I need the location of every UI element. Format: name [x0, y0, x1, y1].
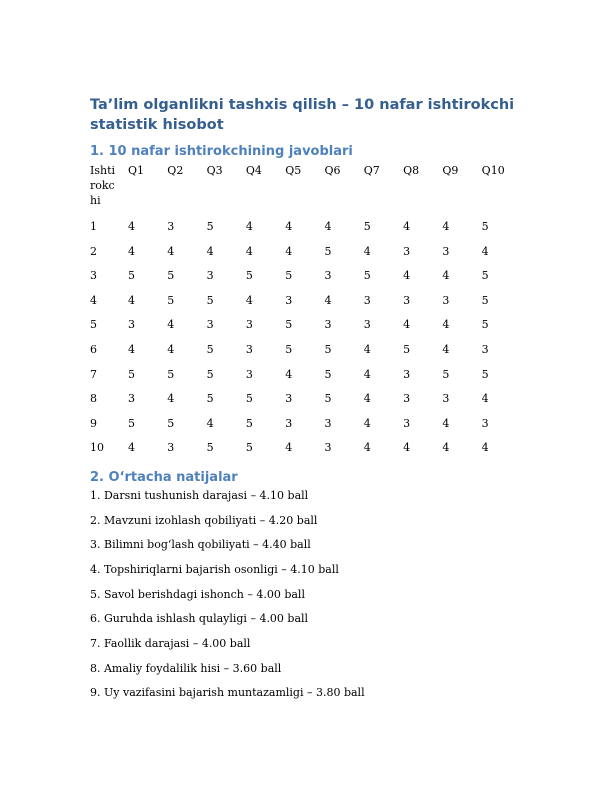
score-cell: 3 — [481, 342, 489, 356]
score-cell: 4 — [285, 441, 293, 455]
score-cell: 3 — [206, 318, 214, 332]
score-cell: 5 — [206, 220, 214, 233]
score-cell: 5 — [206, 392, 214, 406]
score-cell: 3 — [206, 269, 214, 283]
score-cell: 3 — [403, 293, 411, 307]
score-cell: 3 — [128, 392, 135, 406]
score-cell: 4 — [128, 244, 135, 258]
score-cell: 4 — [245, 220, 253, 233]
table-row — [90, 268, 521, 293]
header-q6: Q6 — [324, 164, 341, 177]
participant-id-cell: 3 — [90, 269, 97, 283]
score-cell: 5 — [167, 293, 175, 307]
score-cell: 4 — [285, 244, 293, 258]
table-row — [90, 219, 521, 244]
score-cell: 4 — [167, 342, 175, 356]
score-cell: 5 — [324, 367, 332, 381]
score-cell: 3 — [285, 392, 293, 406]
score-cell: 5 — [245, 416, 253, 430]
score-cell: 4 — [363, 416, 371, 430]
score-cell: 3 — [442, 293, 450, 307]
document-title: Ta’lim olganlikni tashxis qilish – 10 nafar ishtirokchi statistik hisobot — [90, 97, 515, 133]
header-q7: Q7 — [363, 164, 380, 177]
score-cell: 5 — [324, 244, 332, 258]
responses-table — [90, 163, 521, 465]
score-cell: 5 — [481, 367, 489, 381]
score-cell: 5 — [442, 367, 450, 381]
score-cell: 4 — [128, 293, 135, 307]
score-cell: 5 — [481, 293, 489, 307]
score-cell: 4 — [481, 392, 489, 406]
header-q1: Q1 — [128, 164, 145, 177]
table-row — [90, 440, 521, 465]
score-cell: 3 — [481, 416, 489, 430]
header-q10: Q10 — [481, 164, 505, 177]
score-cell: 4 — [363, 392, 371, 406]
score-cell: 5 — [167, 367, 175, 381]
score-cell: 4 — [442, 220, 450, 233]
score-cell: 3 — [245, 367, 253, 381]
header-q3: Q3 — [206, 164, 223, 177]
score-cell: 4 — [206, 244, 214, 258]
score-cell: 3 — [324, 269, 332, 283]
score-cell: 4 — [403, 220, 411, 233]
document-page — [90, 95, 530, 711]
score-cell: 3 — [403, 392, 411, 406]
score-cell: 4 — [206, 416, 214, 430]
score-cell: 5 — [245, 269, 253, 283]
score-cell: 4 — [403, 441, 411, 455]
table-row — [90, 391, 521, 416]
participant-id-cell: 10 — [90, 441, 104, 455]
score-cell: 4 — [481, 244, 489, 258]
score-cell: 5 — [245, 441, 253, 455]
participant-id-cell: 4 — [90, 293, 97, 307]
score-cell: 4 — [128, 220, 135, 233]
score-cell: 4 — [363, 244, 371, 258]
score-cell: 4 — [167, 318, 175, 332]
score-cell: 5 — [206, 441, 214, 455]
score-cell: 4 — [442, 318, 450, 332]
score-cell: 5 — [206, 293, 214, 307]
score-cell: 5 — [128, 269, 135, 283]
participant-id-cell: 2 — [90, 244, 97, 258]
section-1-heading: 1. 10 nafar ishtirokchining javoblari — [90, 144, 353, 159]
score-cell: 3 — [363, 318, 371, 332]
score-cell: 3 — [363, 293, 371, 307]
list-item: 1. Darsni tushunish darajasi – 4.10 ball — [90, 488, 309, 502]
score-cell: 5 — [481, 318, 489, 332]
score-cell: 3 — [324, 318, 332, 332]
table-header-row — [90, 163, 521, 219]
score-cell: 5 — [481, 220, 489, 233]
score-cell: 3 — [128, 318, 135, 332]
header-q9: Q9 — [442, 164, 459, 177]
score-cell: 4 — [442, 269, 450, 283]
table-row — [90, 244, 521, 269]
score-cell: 5 — [206, 342, 214, 356]
score-cell: 5 — [324, 392, 332, 406]
score-cell: 5 — [128, 416, 135, 430]
header-participant: Ishti rokc hi — [90, 164, 116, 207]
score-cell: 3 — [403, 244, 411, 258]
score-cell: 5 — [285, 342, 293, 356]
score-cell: 3 — [403, 416, 411, 430]
participant-id-cell: 5 — [90, 318, 97, 332]
list-item: 7. Faollik darajasi – 4.00 ball — [90, 637, 251, 651]
participant-id-cell: 9 — [90, 416, 97, 430]
score-cell: 4 — [403, 318, 411, 332]
score-cell: 4 — [442, 342, 450, 356]
list-item: 9. Uy vazifasini bajarish muntazamligi – 3.80 ball — [90, 686, 365, 700]
score-cell: 5 — [285, 318, 293, 332]
score-cell: 3 — [285, 416, 293, 430]
score-cell: 5 — [206, 367, 214, 381]
score-cell: 5 — [481, 269, 489, 283]
table-row — [90, 416, 521, 441]
score-cell: 5 — [167, 269, 175, 283]
score-cell: 3 — [245, 342, 253, 356]
participant-id-cell: 8 — [90, 392, 97, 406]
score-cell: 4 — [363, 367, 371, 381]
score-cell: 5 — [363, 220, 371, 233]
score-cell: 4 — [403, 269, 411, 283]
header-q2: Q2 — [167, 164, 184, 177]
score-cell: 5 — [324, 342, 332, 356]
score-cell: 4 — [128, 342, 135, 356]
score-cell: 3 — [167, 441, 175, 455]
header-q5: Q5 — [285, 164, 302, 177]
table-row — [90, 317, 521, 342]
score-cell: 5 — [128, 367, 135, 381]
list-item: 2. Mavzuni izohlash qobiliyati – 4.20 ball — [90, 513, 318, 527]
score-cell: 3 — [245, 318, 253, 332]
score-cell: 5 — [167, 416, 175, 430]
score-cell: 5 — [403, 342, 411, 356]
score-cell: 3 — [442, 244, 450, 258]
list-item: 3. Bilimni bog‘lash qobiliyati – 4.40 ball — [90, 538, 311, 552]
score-cell: 4 — [442, 441, 450, 455]
list-item: 8. Amaliy foydalilik hisi – 3.60 ball — [90, 661, 282, 675]
score-cell: 4 — [285, 220, 293, 233]
list-item: 6. Guruhda ishlash qulayligi – 4.00 ball — [90, 612, 309, 626]
score-cell: 5 — [245, 392, 253, 406]
list-item: 5. Savol berishdagi ishonch – 4.00 ball — [90, 587, 305, 601]
score-cell: 3 — [285, 293, 293, 307]
score-cell: 4 — [324, 293, 332, 307]
score-cell: 4 — [285, 367, 293, 381]
participant-id-cell: 6 — [90, 342, 97, 356]
score-cell: 4 — [167, 392, 175, 406]
section-2-heading: 2. O‘rtacha natijalar — [90, 469, 238, 485]
score-cell: 4 — [363, 342, 371, 356]
score-cell: 4 — [442, 416, 450, 430]
score-cell: 3 — [167, 220, 175, 233]
table-row — [90, 293, 521, 318]
score-cell: 4 — [324, 220, 332, 233]
table-row — [90, 367, 521, 392]
averages-list — [90, 489, 530, 701]
score-cell: 4 — [128, 441, 135, 455]
score-cell: 3 — [324, 416, 332, 430]
score-cell: 4 — [167, 244, 175, 258]
score-cell: 5 — [285, 269, 293, 283]
score-cell: 4 — [363, 441, 371, 455]
header-q8: Q8 — [403, 164, 420, 177]
score-cell: 3 — [442, 392, 450, 406]
score-cell: 4 — [245, 244, 253, 258]
score-cell: 3 — [324, 441, 332, 455]
list-item: 4. Topshiriqlarni bajarish osonligi – 4.10 ball — [90, 563, 339, 576]
score-cell: 3 — [403, 367, 411, 381]
participant-id-cell: 1 — [90, 220, 97, 233]
table-row — [90, 342, 521, 367]
score-cell: 4 — [245, 293, 253, 307]
score-cell: 5 — [363, 269, 371, 283]
header-q4: Q4 — [245, 164, 262, 177]
score-cell: 4 — [481, 441, 489, 455]
participant-id-cell: 7 — [90, 367, 97, 381]
